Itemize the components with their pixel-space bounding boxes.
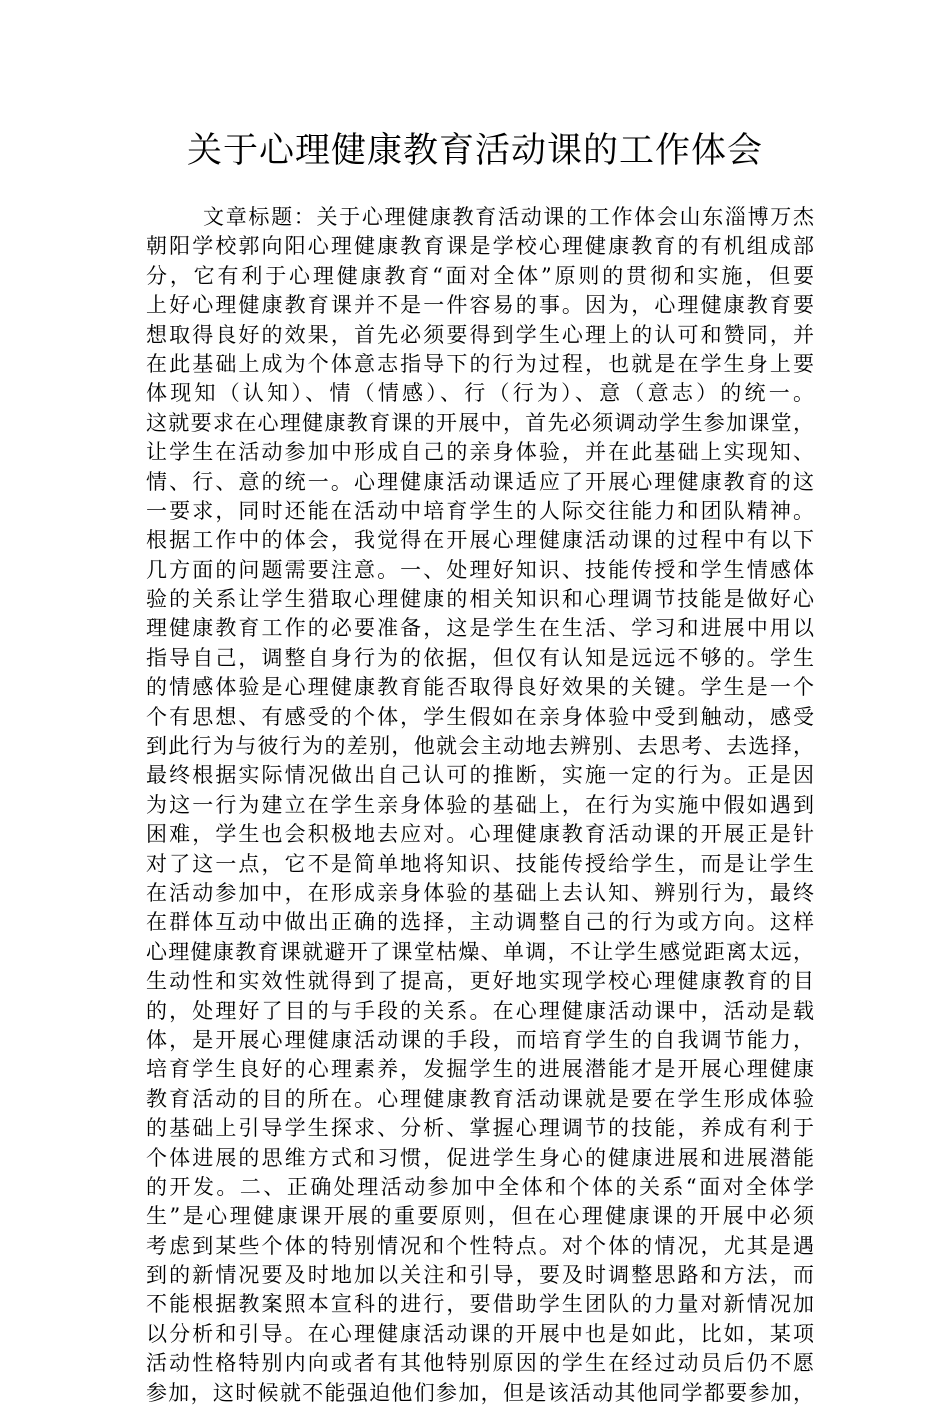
body-text-line: 以分析和引导。在心理健康活动课的开展中也是如此，比如，某项 <box>146 1321 814 1346</box>
body-text-line: 的情感体验是心理健康教育能否取得良好效果的关键。学生是一个 <box>146 675 814 700</box>
body-text-line: 想取得良好的效果，首先必须要得到学生心理上的认可和赞同，并 <box>146 322 814 347</box>
body-text-line: 活动性格特别内向或者有其他特别原因的学生在经过动员后仍不愿 <box>146 1351 814 1376</box>
body-text-line: 生”是心理健康课开展的重要原则，但在心理健康课的开展中必须 <box>146 1204 814 1229</box>
body-text-line: 在群体互动中做出正确的选择，主动调整自己的行为或方向。这样 <box>146 910 814 935</box>
body-text-line: 体，是开展心理健康活动课的手段，而培育学生的自我调节能力， <box>146 1027 814 1052</box>
body-text-line: 参加，这时候就不能强迫他们参加，但是该活动其他同学都要参加， <box>146 1380 814 1405</box>
body-text-line: 几方面的问题需要注意。一、处理好知识、技能传授和学生情感体 <box>146 557 814 582</box>
body-text-line: 朝阳学校郭向阳心理健康教育课是学校心理健康教育的有机组成部 <box>146 234 814 259</box>
document-title: 关于心理健康教育活动课的工作体会 <box>186 131 763 171</box>
document-body <box>146 203 814 1408</box>
body-text-line: 让学生在活动参加中形成自己的亲身体验，并在此基础上实现知、 <box>146 440 814 465</box>
body-text-line: 上好心理健康教育课并不是一件容易的事。因为，心理健康教育要 <box>146 293 814 318</box>
body-text-line: 指导自己，调整自身行为的依据，但仅有认知是远远不够的。学生 <box>146 645 814 670</box>
body-text-line: 的，处理好了目的与手段的关系。在心理健康活动课中，活动是载 <box>146 998 814 1023</box>
body-text-line: 教育活动的目的所在。心理健康教育活动课就是要在学生形成体验 <box>146 1086 814 1111</box>
body-text-line: 理健康教育工作的必要准备，这是学生在生活、学习和进展中用以 <box>146 616 814 641</box>
body-text-line: 验的关系让学生猎取心理健康的相关知识和心理调节技能是做好心 <box>146 587 814 612</box>
body-text-line: 分，它有利于心理健康教育“面对全体”原则的贯彻和实施，但要 <box>146 263 814 288</box>
body-text-line: 个体进展的思维方式和习惯，促进学生身心的健康进展和进展潜能 <box>146 1145 814 1170</box>
body-text-line: 在活动参加中，在形成亲身体验的基础上去认知、辨别行为，最终 <box>146 880 814 905</box>
body-text-line: 的基础上引导学生探求、分析、掌握心理调节的技能，养成有利于 <box>146 1116 814 1141</box>
body-text-line: 最终根据实际情况做出自己认可的推断，实施一定的行为。正是因 <box>146 763 814 788</box>
body-text-line: 到的新情况要及时地加以关注和引导，要及时调整思路和方法，而 <box>146 1263 814 1288</box>
body-text-line: 不能根据教案照本宣科的进行，要借助学生团队的力量对新情况加 <box>146 1292 814 1317</box>
body-text-line: 在此基础上成为个体意志指导下的行为过程，也就是在学生身上要 <box>146 351 814 376</box>
body-text-line: 培育学生良好的心理素养，发掘学生的进展潜能才是开展心理健康 <box>146 1057 814 1082</box>
body-text-line: 为这一行为建立在学生亲身体验的基础上，在行为实施中假如遇到 <box>146 792 814 817</box>
body-text-line: 根据工作中的体会，我觉得在开展心理健康活动课的过程中有以下 <box>146 528 814 553</box>
body-text-line: 困难，学生也会积极地去应对。心理健康教育活动课的开展正是针 <box>146 822 814 847</box>
body-text-line: 这就要求在心理健康教育课的开展中，首先必须调动学生参加课堂， <box>146 410 814 435</box>
body-text-line: 考虑到某些个体的特别情况和个性特点。对个体的情况，尤其是遇 <box>146 1233 814 1258</box>
body-text-line: 文章标题：关于心理健康教育活动课的工作体会山东淄博万杰 <box>203 205 814 229</box>
body-text-line: 个有思想、有感受的个体，学生假如在亲身体验中受到触动，感受 <box>146 704 814 729</box>
body-text-line: 对了这一点，它不是简单地将知识、技能传授给学生，而是让学生 <box>146 851 814 876</box>
body-text-line: 生动性和实效性就得到了提高，更好地实现学校心理健康教育的目 <box>146 969 814 994</box>
body-text-line: 心理健康教育课就避开了课堂枯燥、单调，不让学生感觉距离太远， <box>146 939 814 964</box>
body-text-line: 的开发。二、正确处理活动参加中全体和个体的关系“面对全体学 <box>146 1174 814 1199</box>
body-text-line: 情、行、意的统一。心理健康活动课适应了开展心理健康教育的这 <box>146 469 814 494</box>
body-text-line: 到此行为与彼行为的差别，他就会主动地去辨别、去思考、去选择， <box>146 734 814 759</box>
body-text-line: 体现知（认知）、情（情感）、行（行为）、意（意志）的统一。 <box>146 381 814 406</box>
body-text-line: 一要求，同时还能在活动中培育学生的人际交往能力和团队精神。 <box>146 498 814 523</box>
